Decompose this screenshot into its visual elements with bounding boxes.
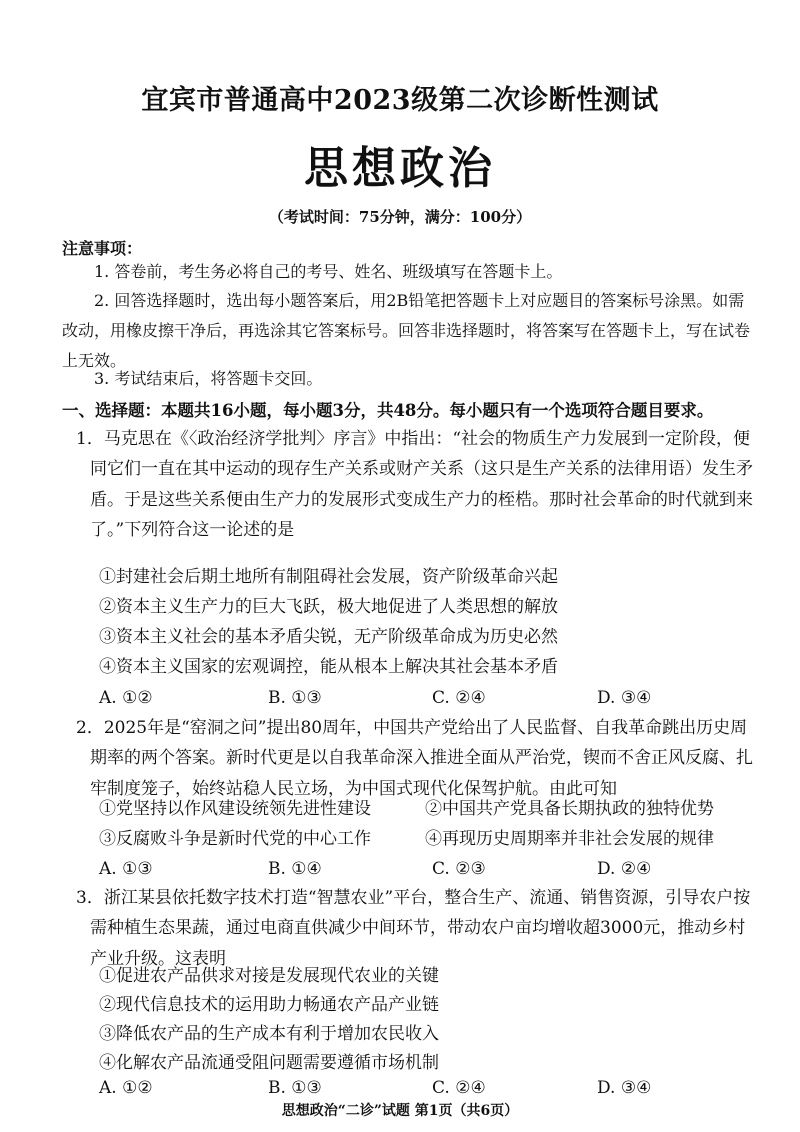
question-option: ②现代信息技术的运用助力畅通农产品产业链 (99, 995, 439, 1015)
answer-choice: C. ②③ (432, 859, 486, 879)
answer-choice: C. ②④ (432, 1078, 486, 1098)
question-option: ①党坚持以作风建设统领先进性建设 (99, 799, 371, 819)
page-footer: 思想政治“二诊”试题 第1页（共6页） (281, 1103, 519, 1119)
notice-item: 2. 回答选择题时，选出每小题答案后，用2B铅笔把答题卡上对应题目的答案标号涂黑。如需改动，用橡皮擦干净后，再选涂其它答案标号。回答非选择题时，将答案写在答题卡上，写在试卷上无效。 (62, 291, 751, 370)
question-option: ④再现历史周期率并非社会发展的规律 (425, 829, 714, 849)
question-option: ③降低农产品的生产成本有利于增加农民收入 (99, 1024, 439, 1044)
notice-heading: 注意事项： (62, 239, 143, 258)
answer-choice: D. ③④ (597, 688, 652, 708)
answer-choice: D. ②④ (597, 859, 652, 879)
question-stem: 3．浙江某县依托数字技术打造“智慧农业”平台，整合生产、流通、销售资源，引导农户按需种植生态果蔬，通过电商直供减少中间环节，带动农户亩均增收超3000元，推动乡村产业升级。这表明 (76, 888, 751, 969)
answer-choice: C. ②④ (432, 688, 486, 708)
answer-choice: A. ①② (99, 688, 153, 708)
answer-choice: B. ①④ (268, 859, 322, 879)
subject-title: 思想政治 (304, 143, 496, 194)
question-option: ①封建社会后期土地所有制阻碍社会发展，资产阶级革命兴起 (99, 567, 558, 587)
answer-choice: D. ③④ (597, 1078, 652, 1098)
answer-choice: B. ①③ (268, 1078, 322, 1098)
question-option: ①促进农产品供求对接是发展现代农业的关键 (99, 966, 439, 986)
question-stem: 2．2025年是“窑洞之问”提出80周年，中国共产党给出了人民监督、自我革命跳出历史周期率的两个答案。新时代更是以自我革命深入推进全面从严治党，锲而不舍正风反腐、扎牢制度笼子，始终站稳人民立场，为中国式现代化保驾护航。由此可知 (76, 718, 753, 799)
exam-title: 宜宾市普通高中2023级第二次诊断性测试 (141, 85, 659, 116)
question-option: ④资本主义国家的宏观调控，能从根本上解决其社会基本矛盾 (99, 657, 558, 677)
section-heading: 一、选择题：本题共16小题，每小题3分，共48分。每小题只有一个选项符合题目要求。 (62, 401, 714, 420)
answer-choice: A. ①③ (99, 859, 153, 879)
notice-item: 1. 答卷前，考生务必将自己的考号、姓名、班级填写在答题卡上。 (94, 262, 563, 281)
answer-choice: A. ①② (99, 1078, 153, 1098)
exam-info: （考试时间：75分钟，满分：100分） (268, 208, 532, 226)
question-stem: 1．马克思在《〈政治经济学批判〉序言》中指出：“社会的物质生产力发展到一定阶段，便同它们一直在其中运动的现存生产关系或财产关系（这只是生产关系的法律用语）发生矛盾。于是这些关系便由生产力的发展形式变成生产力的桎梏。那时社会革命的时代就到来了。”下列符合这一论述的是 (76, 429, 753, 541)
notice-item: 3. 考试结束后，将答题卡交回。 (94, 369, 323, 388)
question-option: ②中国共产党具备长期执政的独特优势 (425, 799, 714, 819)
question-option: ④化解农产品流通受阻问题需要遵循市场机制 (99, 1053, 439, 1073)
question-option: ③资本主义社会的基本矛盾尖锐，无产阶级革命成为历史必然 (99, 627, 558, 647)
answer-choice: B. ①③ (268, 688, 322, 708)
question-option: ②资本主义生产力的巨大飞跃，极大地促进了人类思想的解放 (99, 597, 558, 617)
question-option: ③反腐败斗争是新时代党的中心工作 (99, 829, 371, 849)
